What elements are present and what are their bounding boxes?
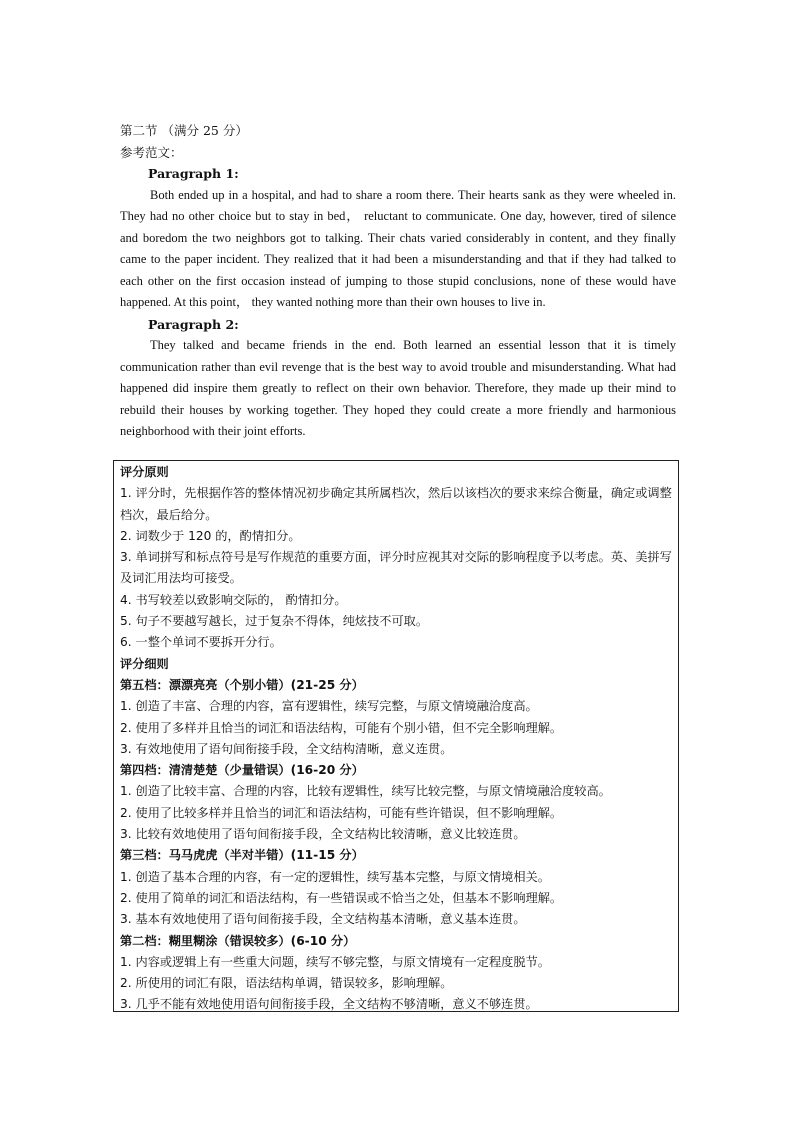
- paragraph-1-title: Paragraph 1:: [148, 166, 239, 181]
- principle-item: 1. 评分时，先根据作答的整体情况初步确定其所属档次，然后以该档次的要求来综合衡量，确定或调整档次，最后给分。: [120, 486, 672, 522]
- level-5-title: 第五档：漂漂亮亮（个别小错）(21-25 分）: [120, 677, 364, 692]
- principle-item: 5. 句子不要越写越长，过于复杂不得体，纯炫技不可取。: [120, 614, 429, 629]
- level-item: 3. 比较有效地使用了语句间衔接手段，全文结构比较清晰，意义比较连贯。: [120, 827, 526, 842]
- principle-item: 3. 单词拼写和标点符号是写作规范的重要方面，评分时应视其对交际的影响程度予以考虑。英、美拼写及词汇用法均可接受。: [120, 550, 672, 586]
- scoring-rubric-box: [113, 460, 679, 1012]
- level-item: 1. 创造了丰富、合理的内容，富有逻辑性，续写完整，与原文情境融洽度高。: [120, 699, 538, 714]
- reference-label: 参考范文：: [120, 144, 183, 160]
- level-item: 2. 使用了多样并且恰当的词汇和语法结构，可能有个别小错，但不完全影响理解。: [120, 720, 563, 735]
- principle-item: 6. 一整个单词不要拆开分行。: [120, 635, 282, 650]
- principle-item: 4. 书写较差以致影响交际的， 酌情扣分。: [120, 592, 347, 607]
- section-heading: 第二节 （满分 25 分）: [120, 123, 248, 138]
- paragraph-2-text: They talked and became friends in the end. Both learned an essential lesson that it is timely communication rather than evil revenge that is the best way to avoid trouble and misunderstanding. What had happened did inspire them greatly to reflect on their own behavior. Therefore, they made up their mind to rebuild their houses by working together. They hoped they could create a more friendly and harmonious neighborhood with their joint efforts.: [120, 338, 676, 438]
- principle-item: 2. 词数少于 120 的，酌情扣分。: [120, 528, 301, 543]
- level-item: 3. 基本有效地使用了语句间衔接手段，全文结构基本清晰，意义基本连贯。: [120, 912, 526, 927]
- level-4-title: 第四档：清清楚楚（少量错误）(16-20 分）: [120, 763, 364, 778]
- level-3-title: 第三档：马马虎虎（半对半错）(11-15 分）: [120, 848, 364, 863]
- level-item: 2. 所使用的词汇有限，语法结构单调，错误较多，影响理解。: [120, 976, 453, 991]
- level-item: 1. 创造了比较丰富、合理的内容，比较有逻辑性，续写比较完整，与原文情境融洽度较高。: [120, 784, 611, 799]
- details-title: 评分细则: [120, 656, 169, 671]
- principles-title: 评分原则: [120, 465, 169, 479]
- level-item: 3. 几乎不能有效地使用语句间衔接手段，全文结构不够清晰，意义不够连贯。: [120, 997, 538, 1012]
- level-item: 2. 使用了比较多样并且恰当的词汇和语法结构，可能有些许错误，但不影响理解。: [120, 805, 563, 820]
- answer-section: [120, 120, 676, 443]
- level-item: 1. 内容或逻辑上有一些重大问题，续写不够完整，与原文情境有一定程度脱节。: [120, 954, 550, 969]
- level-item: 2. 使用了简单的词汇和语法结构，有一些错误或不恰当之处，但基本不影响理解。: [120, 890, 563, 905]
- paragraph-1-text: Both ended up in a hospital, and had to share a room there. Their hearts sank as they were wheeled in. They had no other choice but to stay in bed， reluctant to communicate. One day, however, tired of silence and boredom the two neighbors got to talking. Their chats varied considerably in content, and they finally came to the paper incident. They realized that it had been a misunderstanding and that if they had talked to each other on the first occasion instead of jumping to those stupid conclusions, none of these would have happened. At this point， they wanted nothing more than their own houses to live in.: [120, 187, 676, 309]
- paragraph-2-title: Paragraph 2:: [148, 316, 239, 332]
- level-item: 1. 创造了基本合理的内容，有一定的逻辑性，续写基本完整，与原文情境相关。: [120, 869, 550, 884]
- level-2-title: 第二档：糊里糊涂（错误较多）(6-10 分）: [120, 933, 356, 948]
- level-item: 3. 有效地使用了语句间衔接手段，全文结构清晰，意义连贯。: [120, 741, 453, 756]
